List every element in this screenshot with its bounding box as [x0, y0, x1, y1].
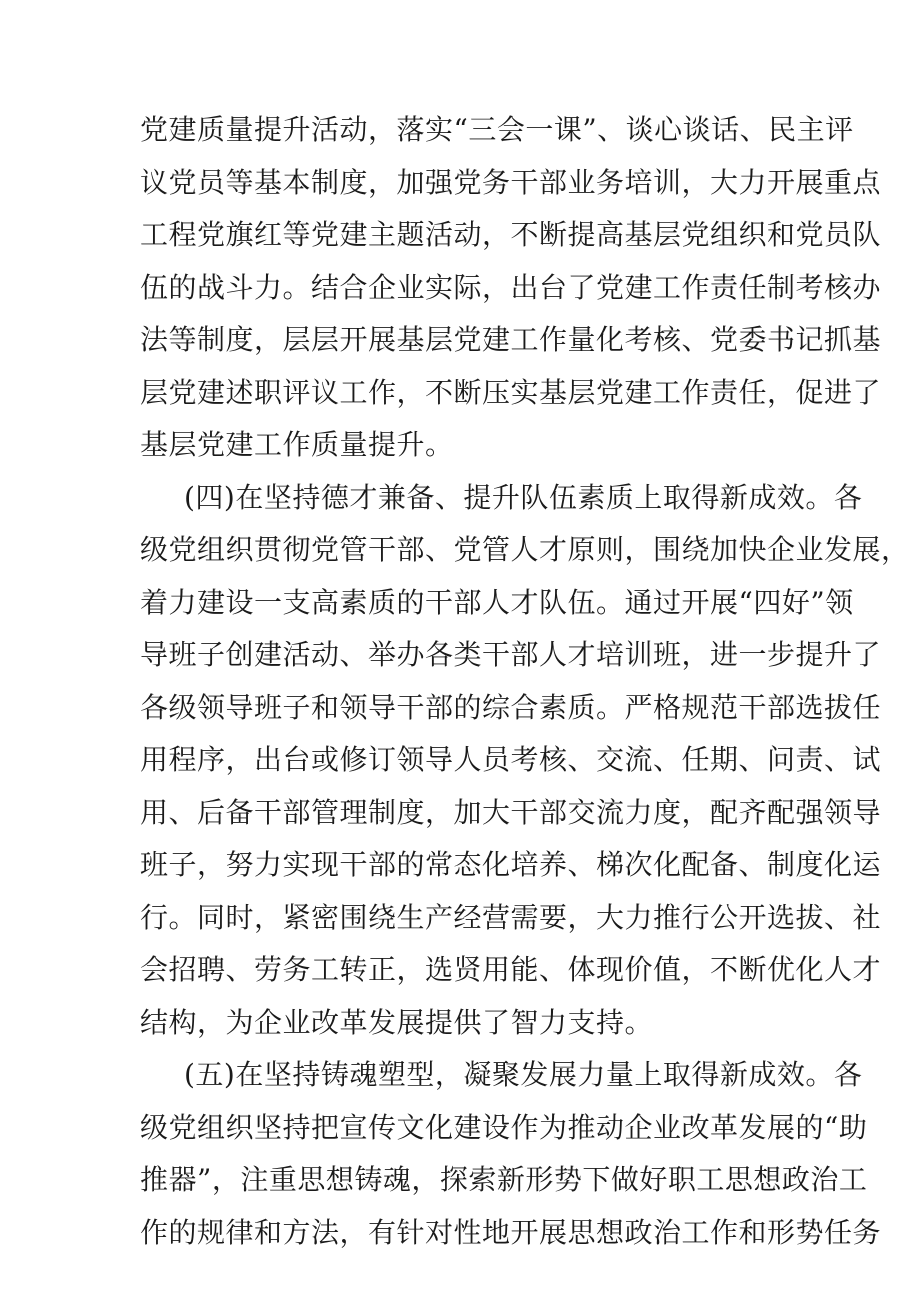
text-line: 班子，努力实现干部的常态化培养、梯次化配备、制度化运 [140, 848, 882, 881]
text-line: 工程党旗红等党建主题活动，不断提高基层党组织和党员队 [140, 218, 882, 251]
section-heading-4: (四)在坚持德才兼备、提升队伍素质上取得新成效。各 [184, 480, 863, 514]
text-line: 基层党建工作质量提升。 [140, 428, 454, 461]
text-line: 级党组织坚持把宣传文化建设作为推动企业改革发展的“助 [140, 1110, 868, 1144]
text-line: 伍的战斗力。结合企业实际，出台了党建工作责任制考核办 [140, 270, 882, 304]
text-line: 作的规律和方法，有针对性地开展思想政治工作和形势任务 [140, 1215, 882, 1249]
text-line: 导班子创建活动、举办各类干部人才培训班，进一步提升了 [140, 638, 882, 671]
text-line: 党建质量提升活动，落实“三会一课”、谈心谈话、民主评 [140, 113, 854, 146]
text-line: 行。同时，紧密围绕生产经营需要，大力推行公开选拔、社 [140, 900, 882, 934]
text-line: 议党员等基本制度，加强党务干部业务培训，大力开展重点 [140, 165, 882, 199]
text-line: 各级领导班子和领导干部的综合素质。严格规范干部选拔任 [140, 690, 882, 724]
text-line: 用程序，出台或修订领导人员考核、交流、任期、问责、试 [140, 743, 882, 776]
text-line: 推器”，注重思想铸魂，探索新形势下做好职工思想政治工 [140, 1163, 868, 1196]
text-line: 级党组织贯彻党管干部、党管人才原则，围绕加快企业发展， [140, 533, 910, 566]
text-line: 会招聘、劳务工转正，选贤用能、体现价值，不断优化人才 [140, 953, 882, 986]
text-line: 着力建设一支高素质的干部人才队伍。通过开展“四好”领 [140, 585, 854, 619]
section-heading-5: (五)在坚持铸魂塑型，凝聚发展力量上取得新成效。各 [184, 1058, 863, 1091]
text-line: 层党建述职评议工作，不断压实基层党建工作责任，促进了 [140, 375, 882, 409]
text-line: 法等制度，层层开展基层党建工作量化考核、党委书记抓基 [140, 323, 882, 356]
text-line: 结构，为企业改革发展提供了智力支持。 [140, 1005, 654, 1039]
text-line: 用、后备干部管理制度，加大干部交流力度，配齐配强领导 [140, 795, 882, 829]
